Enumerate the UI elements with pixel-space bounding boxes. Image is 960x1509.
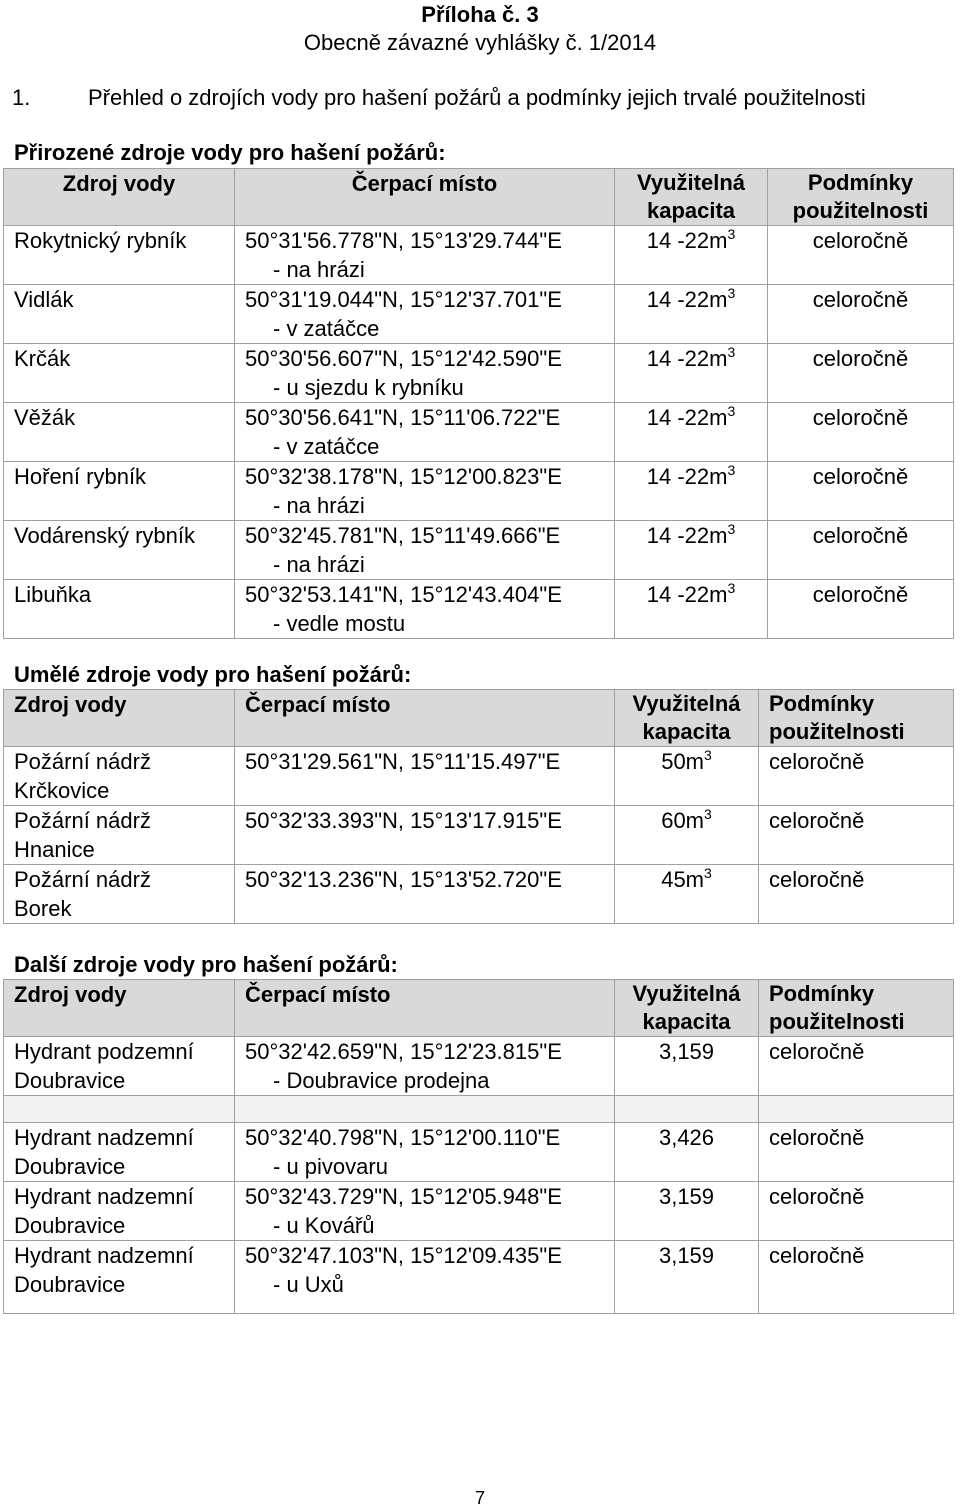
- header-cell: Podmínky použitelnosti: [768, 169, 954, 226]
- empty-cell: [759, 1096, 954, 1123]
- table-row: [4, 1123, 954, 1182]
- empty-cell: [235, 1096, 615, 1123]
- table-header-row: [4, 690, 954, 747]
- pump-location: 50°32'43.729"N, 15°12'05.948"E - u Kovářů: [235, 1182, 615, 1241]
- capacity: 14 $-22m^3$: [615, 580, 768, 639]
- header-cell: Čerpací místo: [235, 169, 615, 226]
- source-name: Věžák: [4, 403, 235, 462]
- source-name: Hydrant nadzemní Doubravice: [4, 1123, 235, 1182]
- other-sources-table: [3, 979, 954, 1314]
- source-name: Vidlák: [4, 285, 235, 344]
- table-row: [4, 1182, 954, 1241]
- source-name: Vodárenský rybník: [4, 521, 235, 580]
- capacity: 14 $-22m^3$: [615, 344, 768, 403]
- header-cell: Podmínky použitelnosti: [759, 980, 954, 1037]
- source-name: Hydrant podzemní Doubravice: [4, 1037, 235, 1096]
- condition: celoročně: [768, 285, 954, 344]
- pump-location: 50°32'13.236"N, 15°13'52.720"E: [235, 865, 615, 924]
- capacity: 3,159: [615, 1037, 759, 1096]
- artificial-sources-table: [3, 689, 954, 924]
- artificial-sources-title: Umělé zdroje vody pro hašení požárů:: [14, 662, 412, 687]
- table-row: [4, 344, 954, 403]
- source-name: Hydrant nadzemní Doubravice: [4, 1182, 235, 1241]
- header-cell: Čerpací místo: [235, 690, 615, 747]
- pump-location: 50°32'47.103"N, 15°12'09.435"E - u Uxů: [235, 1241, 615, 1314]
- pump-location: 50°32'40.798"N, 15°12'00.110"E - u pivovaru: [235, 1123, 615, 1182]
- pump-location: 50°32'53.141"N, 15°12'43.404"E - vedle mostu: [235, 580, 615, 639]
- source-name: Hoření rybník: [4, 462, 235, 521]
- condition: celoročně: [759, 1182, 954, 1241]
- capacity: $50m^3$: [615, 747, 759, 806]
- header-cell: Čerpací místo: [235, 980, 615, 1037]
- condition: celoročně: [759, 865, 954, 924]
- condition: celoročně: [768, 580, 954, 639]
- condition: celoročně: [759, 806, 954, 865]
- table-header-row: [4, 169, 954, 226]
- header-cell: Zdroj vody: [4, 169, 235, 226]
- condition: celoročně: [768, 344, 954, 403]
- capacity: 14 $-22m^3$: [615, 462, 768, 521]
- other-sources-title: Další zdroje vody pro hašení požárů:: [14, 952, 398, 977]
- condition: celoročně: [768, 521, 954, 580]
- condition: celoročně: [759, 747, 954, 806]
- capacity: 14 $-22m^3$: [615, 403, 768, 462]
- source-name: Krčák: [4, 344, 235, 403]
- capacity: 14 $-22m^3$: [615, 226, 768, 285]
- capacity: $45m^3$: [615, 865, 759, 924]
- header-cell: Využitelná kapacita: [615, 169, 768, 226]
- source-name: Libuňka: [4, 580, 235, 639]
- header-cell: Využitelná kapacita: [615, 690, 759, 747]
- section-text: Přehled o zdrojích vody pro hašení požárů a podmínky jejich trvalé použitelnosti: [88, 85, 866, 110]
- table-row: [4, 462, 954, 521]
- table-row: [4, 1037, 954, 1096]
- header-cell: Využitelná kapacita: [615, 980, 759, 1037]
- section-heading: [12, 85, 866, 111]
- pump-location: 50°32'38.178"N, 15°12'00.823"E - na hrázi: [235, 462, 615, 521]
- pump-location: 50°31'56.778"N, 15°13'29.744"E - na hrázi: [235, 226, 615, 285]
- capacity: 3,159: [615, 1182, 759, 1241]
- header-cell: Zdroj vody: [4, 980, 235, 1037]
- annex-subtitle: Obecně závazné vyhlášky č. 1/2014: [303, 30, 657, 55]
- capacity: 3,426: [615, 1123, 759, 1182]
- condition: celoročně: [759, 1241, 954, 1314]
- capacity: 14 $-22m^3$: [615, 521, 768, 580]
- table-row: [4, 1241, 954, 1314]
- source-name: Požární nádrž Borek: [4, 865, 235, 924]
- source-name: Požární nádrž Hnanice: [4, 806, 235, 865]
- pump-location: 50°31'19.044"N, 15°12'37.701"E - v zatáčce: [235, 285, 615, 344]
- source-name: Rokytnický rybník: [4, 226, 235, 285]
- source-name: Požární nádrž Krčkovice: [4, 747, 235, 806]
- condition: celoročně: [768, 462, 954, 521]
- pump-location: 50°31'29.561"N, 15°11'15.497"E: [235, 747, 615, 806]
- empty-row: [4, 1096, 954, 1123]
- capacity: $60m^3$: [615, 806, 759, 865]
- table-row: [4, 806, 954, 865]
- table-row: [4, 403, 954, 462]
- empty-cell: [615, 1096, 759, 1123]
- pump-location: 50°32'33.393"N, 15°13'17.915"E: [235, 806, 615, 865]
- table-row: [4, 747, 954, 806]
- table-row: [4, 226, 954, 285]
- table-header-row: [4, 980, 954, 1037]
- pump-location: 50°30'56.607"N, 15°12'42.590"E - u sjezdu k rybníku: [235, 344, 615, 403]
- source-name: Hydrant nadzemní Doubravice: [4, 1241, 235, 1314]
- page-number: 7: [474, 1488, 485, 1508]
- table-row: [4, 285, 954, 344]
- capacity: 14 $-22m^3$: [615, 285, 768, 344]
- table-row: [4, 580, 954, 639]
- natural-sources-title: Přirozené zdroje vody pro hašení požárů:: [14, 140, 446, 165]
- natural-sources-table: [3, 168, 954, 639]
- capacity: 3,159: [615, 1241, 759, 1314]
- table-row: [4, 521, 954, 580]
- condition: celoročně: [768, 226, 954, 285]
- header-cell: Podmínky použitelnosti: [759, 690, 954, 747]
- condition: celoročně: [759, 1037, 954, 1096]
- header-cell: Zdroj vody: [4, 690, 235, 747]
- condition: celoročně: [759, 1123, 954, 1182]
- pump-location: 50°30'56.641"N, 15°11'06.722"E - v zatáčce: [235, 403, 615, 462]
- pump-location: 50°32'45.781"N, 15°11'49.666"E - na hrázi: [235, 521, 615, 580]
- empty-cell: [4, 1096, 235, 1123]
- annex-title: Příloha č. 3: [421, 2, 539, 27]
- condition: celoročně: [768, 403, 954, 462]
- table-row: [4, 865, 954, 924]
- pump-location: 50°32'42.659"N, 15°12'23.815"E - Doubravice prodejna: [235, 1037, 615, 1096]
- section-number: 1.: [12, 85, 31, 110]
